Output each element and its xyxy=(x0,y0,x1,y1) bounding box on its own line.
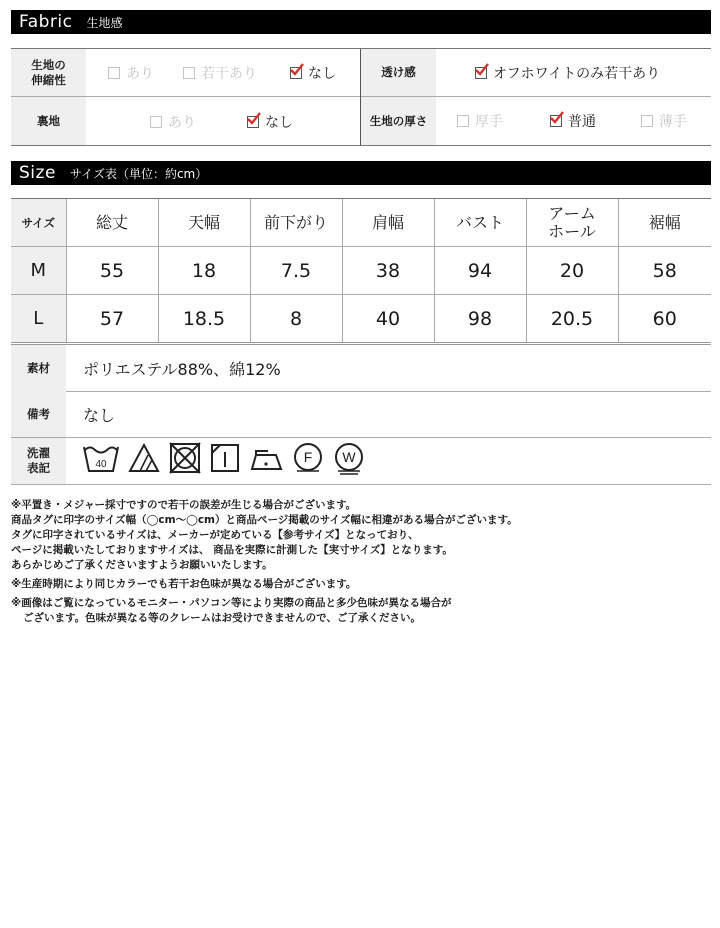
care-icons xyxy=(82,441,374,475)
table-cell: 20 xyxy=(526,247,618,295)
stretch-option-yes: あり xyxy=(108,63,154,83)
wash-40-icon xyxy=(82,441,120,475)
note-line: タグに印字されているサイズは、メーカーが定めている【参考サイズ】となっており、 xyxy=(11,529,419,541)
care-label: 洗濯 表記 xyxy=(11,438,66,484)
fabric-header-bar xyxy=(11,10,711,34)
table-cell: 58 xyxy=(618,247,711,295)
table-row xyxy=(11,295,711,343)
stretch-option-none: なし xyxy=(290,63,336,83)
thickness-option-normal: 普通 xyxy=(550,111,596,131)
wet-clean-w-text: W xyxy=(342,449,356,465)
table-cell: 8 xyxy=(250,295,342,343)
wet-clean-w-icon xyxy=(332,441,366,475)
note-line: ※画像はご覧になっているモニター・パソコン等により実際の商品と多少色味が異なる場合が xyxy=(11,597,452,609)
note-line: ※平置き・メジャー採寸ですので若干の誤差が生じる場合がございます。 xyxy=(11,499,357,511)
size-label-l: L xyxy=(11,295,66,343)
header-shoulder-width: 肩幅 xyxy=(342,199,434,247)
table-cell: 7.5 xyxy=(250,247,342,295)
table-cell: 60 xyxy=(618,295,711,343)
dry-clean-f-text: F xyxy=(303,449,313,465)
wash-temp-text: 40 xyxy=(95,459,107,470)
lining-label: 裏地 xyxy=(11,97,86,145)
size-table xyxy=(11,198,711,343)
note-line: ページに掲載いたしておりますサイズは、 商品を実際に計測した【実寸サイズ】となります。 xyxy=(11,544,453,556)
bleach-ok-icon xyxy=(128,441,160,475)
checked-checkbox-icon xyxy=(550,115,562,127)
size-table-header-row xyxy=(11,199,711,247)
checkbox-icon xyxy=(183,67,195,79)
remarks-row xyxy=(11,391,711,438)
fabric-table xyxy=(11,48,711,146)
table-cell: 98 xyxy=(434,295,526,343)
table-cell: 55 xyxy=(66,247,158,295)
remarks-value: なし xyxy=(83,405,116,425)
checkbox-icon xyxy=(108,67,120,79)
stretch-option-slight: 若干あり xyxy=(183,63,257,83)
size-corner-label: サイズ xyxy=(11,199,66,247)
material-value: ポリエステル88%、綿12% xyxy=(83,359,281,379)
table-cell: 18.5 xyxy=(158,295,250,343)
header-top-width: 天幅 xyxy=(158,199,250,247)
fabric-subtitle: 生地感 xyxy=(86,15,123,30)
header-hem-width: 裾幅 xyxy=(618,199,711,247)
dry-clean-f-icon xyxy=(292,441,324,475)
lining-option-none: なし xyxy=(247,112,293,132)
material-row xyxy=(11,342,711,392)
header-total-length: 総丈 xyxy=(66,199,158,247)
header-bust: バスト xyxy=(434,199,526,247)
checked-checkbox-icon xyxy=(247,116,259,128)
table-cell: 40 xyxy=(342,295,434,343)
note-line: ございます。色味が異なる等のクレームはお受けできませんので、ご了承ください。 xyxy=(23,612,421,624)
checkbox-icon xyxy=(150,116,162,128)
lining-option-yes: あり xyxy=(150,112,196,132)
note-line: ※生産時期により同じカラーでも若干お色味が異なる場合がございます。 xyxy=(11,578,357,590)
sheer-option: オフホワイトのみ若干あり xyxy=(475,63,660,83)
size-header-bar xyxy=(11,161,711,185)
table-cell: 18 xyxy=(158,247,250,295)
material-label: 素材 xyxy=(11,345,66,391)
thickness-label: 生地の厚さ xyxy=(361,97,436,145)
checkbox-icon xyxy=(641,115,653,127)
table-cell: 38 xyxy=(342,247,434,295)
fabric-title: Fabric xyxy=(19,12,73,32)
iron-low-icon xyxy=(248,441,284,475)
note-line: あらかじめご了承くださいますようお願いいたします。 xyxy=(11,559,273,571)
remarks-label: 備考 xyxy=(11,391,66,437)
notes xyxy=(11,498,711,626)
table-row xyxy=(11,247,711,295)
stretch-label: 生地の 伸縮性 xyxy=(11,49,86,96)
checkbox-icon xyxy=(457,115,469,127)
sheer-label: 透け感 xyxy=(361,49,436,96)
size-label-m: M xyxy=(11,247,66,295)
table-cell: 94 xyxy=(434,247,526,295)
checked-checkbox-icon xyxy=(475,67,487,79)
thickness-option-thick: 厚手 xyxy=(457,111,503,131)
table-cell: 57 xyxy=(66,295,158,343)
size-title: Size xyxy=(19,163,56,183)
table-cell: 20.5 xyxy=(526,295,618,343)
no-tumble-dry-icon xyxy=(168,441,202,475)
thickness-option-thin: 薄手 xyxy=(641,111,687,131)
size-subtitle: サイズ表（単位：約cm） xyxy=(69,166,208,181)
note-line: 商品タグに印字のサイズ幅（◯cm〜◯cm）と商品ページ掲載のサイズ幅に相違がある場合がございます。 xyxy=(11,514,518,526)
header-armhole: アーム ホール xyxy=(526,199,618,247)
checked-checkbox-icon xyxy=(290,67,302,79)
header-front-drop: 前下がり xyxy=(250,199,342,247)
line-dry-shade-icon xyxy=(210,441,240,475)
